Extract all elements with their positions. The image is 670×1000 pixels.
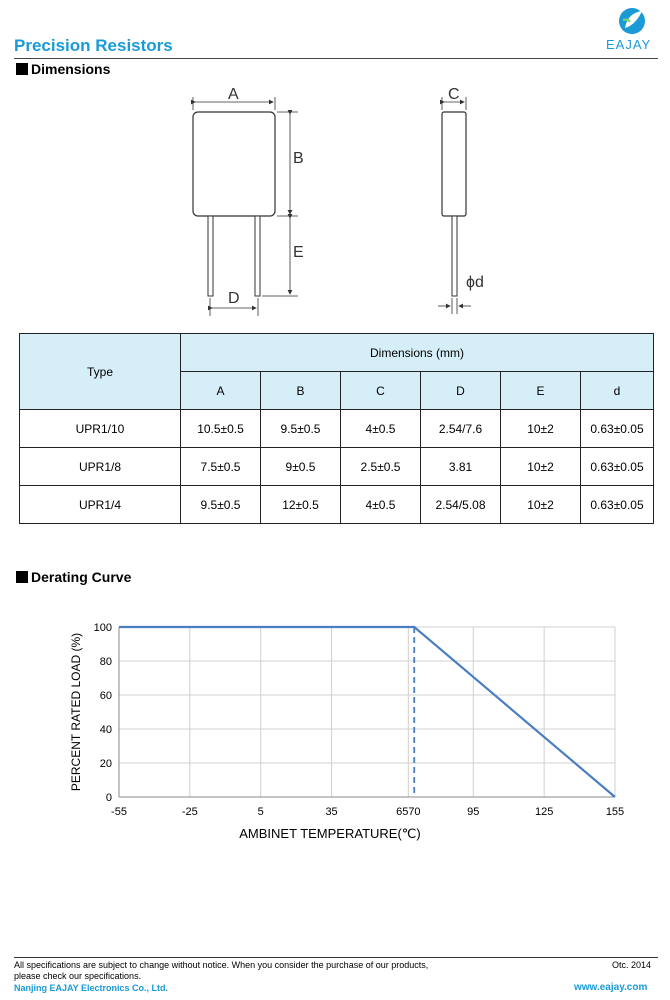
heading-bullet [16,571,28,583]
x-tick-label: 155 [605,806,625,818]
footer-website[interactable]: www.eajay.com [574,982,648,993]
table-cell: 2.54/5.08 [421,486,501,524]
table-row [20,448,654,486]
label-D: D [228,290,240,307]
dimensions-table [19,333,654,524]
table-cell: 0.63±0.05 [581,448,654,486]
table-cell: 10±2 [501,448,581,486]
lead-side [452,216,457,296]
type-cell: UPR1/4 [20,486,181,524]
resistor-body-side [442,112,466,216]
y-tick-label: 100 [93,622,112,634]
column-header: A [181,372,261,410]
series-line [119,627,615,797]
type-cell: UPR1/8 [20,448,181,486]
table-cell: 3.81 [421,448,501,486]
table-cell: 9.5±0.5 [181,486,261,524]
column-header: B [261,372,341,410]
eajay-logo-icon [617,6,647,36]
table-cell: 10.5±0.5 [181,410,261,448]
derating-chart [60,612,640,847]
dimension-drawing [180,82,510,322]
table-cell: 7.5±0.5 [181,448,261,486]
title-divider [14,58,658,59]
table-cell: 2.54/7.6 [421,410,501,448]
x-tick-label: 6570 [396,806,421,818]
x-tick-label: -25 [181,806,198,818]
footer-notice-line1: All specifications are subject to change without notice. When you consider the purchase of our products, [14,960,429,970]
y-tick-label: 0 [105,792,112,804]
lead-left [208,216,213,296]
label-C: C [448,86,460,103]
type-cell: UPR1/10 [20,410,181,448]
y-axis-label: PERCENT RATED LOAD (%) [69,632,83,792]
table-row [20,486,654,524]
derating-heading-text: Derating Curve [31,569,132,585]
table-cell: 0.63±0.05 [581,486,654,524]
column-header: E [501,372,581,410]
footer-notice-line2: please check our specifications. [14,971,142,981]
column-header: D [421,372,501,410]
y-tick-label: 40 [99,724,112,736]
lead-right [255,216,260,296]
footer-date: Otc. 2014 [612,960,652,970]
x-axis-label: AMBINET TEMPERATURE(℃) [239,826,421,841]
table-row [20,410,654,448]
label-B: B [293,150,304,167]
table-cell: 0.63±0.05 [581,410,654,448]
table-cell: 9±0.5 [261,448,341,486]
label-A: A [228,86,239,103]
x-tick-label: 95 [467,806,480,818]
y-tick-label: 80 [99,656,112,668]
x-tick-label: 35 [325,806,338,818]
y-tick-label: 20 [99,758,112,770]
type-header: Type [20,334,181,410]
x-tick-label: 5 [257,806,264,818]
resistor-body-front [193,112,275,216]
footer-notice [14,960,428,982]
column-header: C [341,372,421,410]
label-d: ϕd [466,274,484,291]
table-cell: 2.5±0.5 [341,448,421,486]
table-cell: 10±2 [501,410,581,448]
logo-text: EAJAY [606,37,652,52]
y-tick-label: 60 [99,690,112,702]
dimensions-group-header: Dimensions (mm) [181,334,654,372]
table-cell: 4±0.5 [341,410,421,448]
footer-company: Nanjing EAJAY Electronics Co., Ltd. [14,983,169,993]
table-cell: 4±0.5 [341,486,421,524]
dimensions-heading-text: Dimensions [31,61,111,77]
heading-bullet [16,63,28,75]
x-tick-label: -55 [111,806,127,818]
footer-divider [14,957,658,958]
label-E: E [293,244,304,261]
page-title: Precision Resistors [14,36,173,55]
derating-heading [16,569,131,585]
table-cell: 9.5±0.5 [261,410,341,448]
column-header: d [581,372,654,410]
dimensions-heading [16,61,110,77]
table-cell: 10±2 [501,486,581,524]
table-cell: 12±0.5 [261,486,341,524]
x-tick-label: 125 [534,806,554,818]
